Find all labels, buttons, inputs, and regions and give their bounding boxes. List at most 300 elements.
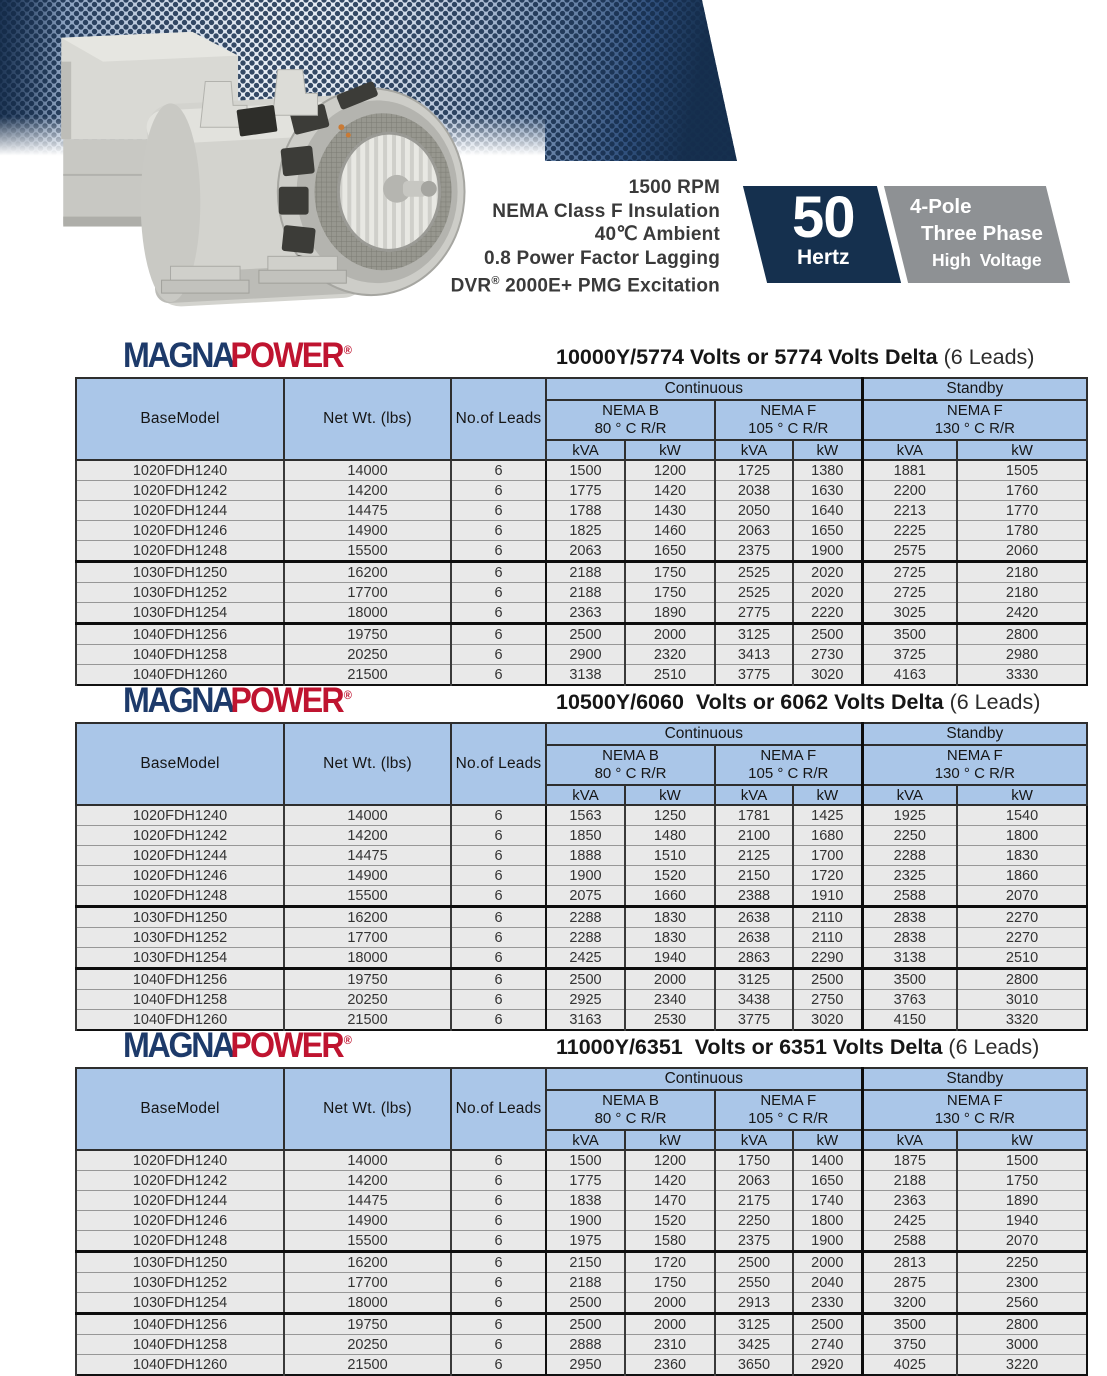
cell-value: 2900 [546, 645, 625, 665]
cell-value: 1881 [862, 460, 957, 481]
logo-power: POWER [230, 1026, 343, 1065]
cell-value: 19750 [284, 969, 451, 990]
cell-value: 2038 [715, 481, 793, 501]
cell-value: 2288 [546, 907, 625, 928]
cell-value: 2813 [862, 1252, 957, 1273]
cell-base-model: 1020FDH1242 [76, 826, 284, 846]
cell-value: 6 [451, 907, 546, 928]
cell-value: 2300 [957, 1273, 1087, 1293]
cell-value: 3020 [793, 1010, 862, 1031]
cell-value: 2750 [793, 990, 862, 1010]
cell-value: 6 [451, 1211, 546, 1231]
table-row [76, 603, 1087, 624]
cell-value: 3330 [957, 665, 1087, 686]
cell-value: 2500 [546, 1293, 625, 1314]
cell-value: 2063 [715, 1171, 793, 1191]
cell-value: 2950 [546, 1355, 625, 1376]
cell-value: 1505 [957, 460, 1087, 481]
cell-value: 2288 [862, 846, 957, 866]
col-nema-f-105: NEMA F 105 ° C R/R [715, 745, 862, 785]
cell-value: 1781 [715, 805, 793, 826]
cell-value: 1510 [625, 846, 715, 866]
cell-value: 2125 [715, 846, 793, 866]
cell-value: 3500 [862, 1314, 957, 1335]
col-net-wt: Net Wt. (lbs) [284, 1068, 451, 1150]
cell-value: 2070 [957, 886, 1087, 907]
cell-base-model: 1020FDH1246 [76, 866, 284, 886]
cell-value: 2638 [715, 907, 793, 928]
cell-base-model: 1030FDH1250 [76, 907, 284, 928]
cell-value: 2920 [793, 1355, 862, 1376]
col-continuous: Continuous [546, 723, 862, 745]
cell-value: 2225 [862, 521, 957, 541]
logo-power: POWER [230, 681, 343, 720]
hertz-label: Hertz [796, 246, 850, 269]
cell-value: 6 [451, 886, 546, 907]
cell-value: 2588 [862, 1231, 957, 1252]
cell-value: 1470 [625, 1191, 715, 1211]
cell-value: 2188 [546, 1273, 625, 1293]
cell-value: 2180 [957, 583, 1087, 603]
cell-value: 1860 [957, 866, 1087, 886]
cell-value: 2925 [546, 990, 625, 1010]
cell-value: 1250 [625, 805, 715, 826]
cell-base-model: 1030FDH1252 [76, 583, 284, 603]
cell-value: 3138 [862, 948, 957, 969]
cell-value: 6 [451, 1252, 546, 1273]
cell-value: 2500 [546, 1314, 625, 1335]
cell-value: 1420 [625, 1171, 715, 1191]
cell-value: 1725 [715, 460, 793, 481]
cell-base-model: 1020FDH1240 [76, 1150, 284, 1171]
cell-value: 6 [451, 1335, 546, 1355]
cell-value: 2213 [862, 501, 957, 521]
cell-value: 2375 [715, 541, 793, 562]
cell-value: 3010 [957, 990, 1087, 1010]
col-kw: kW [957, 1130, 1087, 1150]
section-title: 10500Y/6060 Volts or 6062 Volts Delta (6 Leads) [556, 690, 1041, 714]
cell-value: 2530 [625, 1010, 715, 1031]
table-row [76, 624, 1087, 645]
hertz-value: 50 [791, 185, 855, 250]
cell-value: 2100 [715, 826, 793, 846]
cell-value: 6 [451, 805, 546, 826]
spec-line-rpm: 1500 RPM [628, 177, 720, 198]
cell-value: 3200 [862, 1293, 957, 1314]
cell-value: 6 [451, 846, 546, 866]
registered-mark: ® [491, 275, 500, 287]
col-kva: kVA [715, 785, 793, 805]
cell-value: 2020 [793, 583, 862, 603]
table-row [76, 562, 1087, 583]
cell-value: 2525 [715, 583, 793, 603]
cell-value: 2730 [793, 645, 862, 665]
cell-base-model: 1020FDH1244 [76, 846, 284, 866]
cell-value: 1580 [625, 1231, 715, 1252]
cell-value: 1900 [546, 1211, 625, 1231]
cell-value: 2775 [715, 603, 793, 624]
cell-base-model: 1030FDH1254 [76, 603, 284, 624]
cell-value: 16200 [284, 1252, 451, 1273]
cell-value: 6 [451, 645, 546, 665]
table-row [76, 866, 1087, 886]
cell-value: 1940 [957, 1211, 1087, 1231]
cell-value: 3763 [862, 990, 957, 1010]
cell-value: 2500 [793, 624, 862, 645]
cell-value: 1888 [546, 846, 625, 866]
cell-value: 21500 [284, 1010, 451, 1031]
cell-value: 2110 [793, 928, 862, 948]
cell-value: 1660 [625, 886, 715, 907]
cell-value: 1650 [793, 521, 862, 541]
cell-base-model: 1040FDH1260 [76, 665, 284, 686]
cell-base-model: 1030FDH1250 [76, 562, 284, 583]
cell-value: 1910 [793, 886, 862, 907]
cell-value: 2050 [715, 501, 793, 521]
cell-value: 1500 [957, 1150, 1087, 1171]
col-kva: kVA [715, 1130, 793, 1150]
cell-value: 6 [451, 1314, 546, 1335]
cell-value: 1640 [793, 501, 862, 521]
col-kw: kW [793, 785, 862, 805]
spec-line-power-factor: 0.8 Power Factor Lagging [483, 247, 720, 269]
cell-value: 1890 [957, 1191, 1087, 1211]
table-row [76, 969, 1087, 990]
col-base-model: BaseModel [76, 378, 284, 460]
magnapower-logo [123, 336, 352, 376]
cell-value: 2575 [862, 541, 957, 562]
cell-value: 1680 [793, 826, 862, 846]
col-nema-f-105: NEMA F 105 ° C R/R [715, 1090, 862, 1130]
cell-base-model: 1020FDH1240 [76, 460, 284, 481]
cell-value: 3020 [793, 665, 862, 686]
cell-base-model: 1020FDH1244 [76, 1191, 284, 1211]
cell-value: 1975 [546, 1231, 625, 1252]
section-title: 11000Y/6351 Volts or 6351 Volts Delta (6 Leads) [556, 1035, 1040, 1059]
cell-value: 1720 [625, 1252, 715, 1273]
col-standby: Standby [862, 378, 1087, 400]
cell-value: 1900 [546, 866, 625, 886]
cell-value: 2270 [957, 928, 1087, 948]
col-net-wt: Net Wt. (lbs) [284, 723, 451, 805]
cell-value: 2510 [957, 948, 1087, 969]
col-nema-f-130: NEMA F 130 ° C R/R [862, 745, 1087, 785]
col-nema-f-105: NEMA F 105 ° C R/R [715, 400, 862, 440]
cell-value: 15500 [284, 541, 451, 562]
cell-value: 1925 [862, 805, 957, 826]
cell-value: 14475 [284, 846, 451, 866]
cell-value: 2420 [957, 603, 1087, 624]
cell-value: 21500 [284, 665, 451, 686]
logo-power: POWER [230, 336, 343, 375]
cell-value: 1890 [625, 603, 715, 624]
col-kva: kVA [715, 440, 793, 460]
cell-value: 2000 [625, 624, 715, 645]
ratings-table [75, 377, 1088, 686]
cell-value: 16200 [284, 562, 451, 583]
col-base-model: BaseModel [76, 1068, 284, 1150]
cell-value: 2150 [715, 866, 793, 886]
cell-value: 1750 [625, 562, 715, 583]
cell-value: 3125 [715, 969, 793, 990]
cell-base-model: 1030FDH1252 [76, 1273, 284, 1293]
cell-value: 2250 [715, 1211, 793, 1231]
table-row [76, 948, 1087, 969]
cell-value: 18000 [284, 1293, 451, 1314]
cell-base-model: 1030FDH1250 [76, 1252, 284, 1273]
cell-value: 21500 [284, 1355, 451, 1376]
cell-value: 1875 [862, 1150, 957, 1171]
cell-value: 1460 [625, 521, 715, 541]
cell-value: 2330 [793, 1293, 862, 1314]
cell-value: 1850 [546, 826, 625, 846]
cell-value: 3025 [862, 603, 957, 624]
cell-value: 4025 [862, 1355, 957, 1376]
col-nema-b: NEMA B 80 ° C R/R [546, 745, 715, 785]
cell-value: 1380 [793, 460, 862, 481]
cell-value: 1500 [546, 460, 625, 481]
cell-value: 14200 [284, 826, 451, 846]
col-kva: kVA [862, 440, 957, 460]
cell-value: 14900 [284, 866, 451, 886]
cell-value: 14000 [284, 460, 451, 481]
col-standby: Standby [862, 723, 1087, 745]
cell-value: 1900 [793, 1231, 862, 1252]
table-row [76, 1273, 1087, 1293]
table-row [76, 541, 1087, 562]
cell-value: 1420 [625, 481, 715, 501]
col-nema-b: NEMA B 80 ° C R/R [546, 1090, 715, 1130]
cell-value: 18000 [284, 603, 451, 624]
cell-value: 6 [451, 1293, 546, 1314]
cell-value: 2060 [957, 541, 1087, 562]
cell-value: 2560 [957, 1293, 1087, 1314]
cell-value: 6 [451, 521, 546, 541]
table-row [76, 460, 1087, 481]
cell-base-model: 1020FDH1246 [76, 1211, 284, 1231]
cell-value: 2310 [625, 1335, 715, 1355]
cell-value: 1200 [625, 460, 715, 481]
cell-value: 6 [451, 1010, 546, 1031]
col-nema-f-130: NEMA F 130 ° C R/R [862, 1090, 1087, 1130]
col-kva: kVA [546, 1130, 625, 1150]
ratings-table [75, 1067, 1088, 1376]
cell-value: 2888 [546, 1335, 625, 1355]
spec-line-insulation: NEMA Class F Insulation [492, 200, 720, 222]
cell-value: 15500 [284, 1231, 451, 1252]
col-nema-f-130: NEMA F 130 ° C R/R [862, 400, 1087, 440]
cell-value: 6 [451, 541, 546, 562]
cell-value: 14475 [284, 1191, 451, 1211]
cell-value: 1700 [793, 846, 862, 866]
cell-value: 1830 [625, 928, 715, 948]
table-row [76, 1293, 1087, 1314]
col-continuous: Continuous [546, 378, 862, 400]
cell-base-model: 1020FDH1248 [76, 1231, 284, 1252]
cell-value: 2980 [957, 645, 1087, 665]
col-net-wt: Net Wt. (lbs) [284, 378, 451, 460]
table-row [76, 1171, 1087, 1191]
cell-value: 3320 [957, 1010, 1087, 1031]
table-row [76, 846, 1087, 866]
cell-value: 1775 [546, 1171, 625, 1191]
cell-value: 1630 [793, 481, 862, 501]
cell-value: 3500 [862, 969, 957, 990]
cell-base-model: 1020FDH1242 [76, 1171, 284, 1191]
logo-magna: MAGNA [123, 336, 234, 375]
cell-value: 1200 [625, 1150, 715, 1171]
cell-value: 2075 [546, 886, 625, 907]
col-base-model: BaseModel [76, 723, 284, 805]
cell-value: 14900 [284, 1211, 451, 1231]
cell-value: 3163 [546, 1010, 625, 1031]
cell-base-model: 1020FDH1244 [76, 501, 284, 521]
cell-value: 14475 [284, 501, 451, 521]
table-row [76, 990, 1087, 1010]
cell-value: 14000 [284, 805, 451, 826]
magnapower-logo [123, 681, 352, 721]
col-kva: kVA [862, 785, 957, 805]
cell-value: 6 [451, 603, 546, 624]
cell-value: 1400 [793, 1150, 862, 1171]
table-row [76, 501, 1087, 521]
col-kw: kW [957, 785, 1087, 805]
cell-value: 1425 [793, 805, 862, 826]
cell-value: 1750 [625, 1273, 715, 1293]
cell-value: 6 [451, 969, 546, 990]
cell-value: 2500 [715, 1252, 793, 1273]
cell-value: 3125 [715, 1314, 793, 1335]
cell-value: 6 [451, 562, 546, 583]
cell-value: 1780 [957, 521, 1087, 541]
cell-base-model: 1030FDH1254 [76, 1293, 284, 1314]
cell-value: 6 [451, 826, 546, 846]
table-row [76, 1231, 1087, 1252]
cell-value: 1520 [625, 866, 715, 886]
cell-value: 2363 [546, 603, 625, 624]
cell-value: 17700 [284, 1273, 451, 1293]
table-row [76, 521, 1087, 541]
cell-value: 1838 [546, 1191, 625, 1211]
cell-base-model: 1040FDH1256 [76, 624, 284, 645]
cell-value: 19750 [284, 624, 451, 645]
pole-badge [884, 186, 1070, 283]
cell-value: 17700 [284, 928, 451, 948]
cell-value: 6 [451, 1171, 546, 1191]
spec-line-ambient: 40℃ Ambient [594, 224, 720, 245]
cell-value: 1800 [793, 1211, 862, 1231]
col-kva: kVA [546, 440, 625, 460]
cell-base-model: 1040FDH1256 [76, 969, 284, 990]
logo-magna: MAGNA [123, 681, 234, 720]
cell-value: 14000 [284, 1150, 451, 1171]
cell-value: 2290 [793, 948, 862, 969]
cell-base-model: 1040FDH1258 [76, 990, 284, 1010]
cell-value: 6 [451, 948, 546, 969]
col-kw: kW [625, 1130, 715, 1150]
cell-value: 3750 [862, 1335, 957, 1355]
cell-base-model: 1040FDH1258 [76, 645, 284, 665]
cell-value: 1650 [625, 541, 715, 562]
cell-value: 3775 [715, 1010, 793, 1031]
cell-value: 2500 [793, 1314, 862, 1335]
cell-base-model: 1030FDH1254 [76, 948, 284, 969]
cell-value: 2588 [862, 886, 957, 907]
table-row [76, 1211, 1087, 1231]
cell-value: 2340 [625, 990, 715, 1010]
cell-base-model: 1020FDH1242 [76, 481, 284, 501]
cell-value: 6 [451, 624, 546, 645]
cell-base-model: 1040FDH1258 [76, 1335, 284, 1355]
cell-value: 2800 [957, 624, 1087, 645]
cell-value: 1775 [546, 481, 625, 501]
pole-line: 4-Pole [910, 195, 972, 218]
cell-value: 2838 [862, 907, 957, 928]
col-leads: No.of Leads [451, 1068, 546, 1150]
cell-value: 2000 [625, 969, 715, 990]
cell-value: 2175 [715, 1191, 793, 1211]
cell-value: 1940 [625, 948, 715, 969]
cell-value: 3775 [715, 665, 793, 686]
cell-value: 2070 [957, 1231, 1087, 1252]
cell-value: 3125 [715, 624, 793, 645]
cell-value: 2500 [546, 624, 625, 645]
cell-value: 2388 [715, 886, 793, 907]
cell-value: 2838 [862, 928, 957, 948]
cell-base-model: 1020FDH1248 [76, 886, 284, 907]
cell-value: 1480 [625, 826, 715, 846]
cell-value: 2150 [546, 1252, 625, 1273]
cell-value: 3725 [862, 645, 957, 665]
cell-value: 6 [451, 1273, 546, 1293]
cell-value: 6 [451, 583, 546, 603]
col-nema-b: NEMA B 80 ° C R/R [546, 400, 715, 440]
cell-base-model: 1020FDH1248 [76, 541, 284, 562]
cell-value: 2800 [957, 969, 1087, 990]
cell-value: 2250 [957, 1252, 1087, 1273]
cell-value: 17700 [284, 583, 451, 603]
cell-value: 2725 [862, 562, 957, 583]
cell-value: 6 [451, 1150, 546, 1171]
cell-value: 2110 [793, 907, 862, 928]
voltage-line: High Voltage [932, 250, 1042, 270]
cell-value: 2000 [625, 1314, 715, 1335]
cell-value: 2863 [715, 948, 793, 969]
section-title: 10000Y/5774 Volts or 5774 Volts Delta (6 Leads) [556, 345, 1035, 369]
cell-value: 4163 [862, 665, 957, 686]
table-row [76, 1314, 1087, 1335]
table-row [76, 1150, 1087, 1171]
cell-value: 6 [451, 481, 546, 501]
cell-value: 1650 [793, 1171, 862, 1191]
col-kva: kVA [546, 785, 625, 805]
registered-mark: ® [343, 1033, 352, 1048]
hertz-badge [743, 186, 901, 283]
cell-value: 6 [451, 1191, 546, 1211]
cell-value: 6 [451, 928, 546, 948]
col-kw: kW [957, 440, 1087, 460]
cell-value: 3220 [957, 1355, 1087, 1376]
cell-value: 6 [451, 990, 546, 1010]
cell-value: 2875 [862, 1273, 957, 1293]
cell-value: 2220 [793, 603, 862, 624]
logo-magna: MAGNA [123, 1026, 234, 1065]
table-row [76, 481, 1087, 501]
cell-value: 1900 [793, 541, 862, 562]
cell-value: 6 [451, 460, 546, 481]
cell-value: 2375 [715, 1231, 793, 1252]
cell-value: 19750 [284, 1314, 451, 1335]
